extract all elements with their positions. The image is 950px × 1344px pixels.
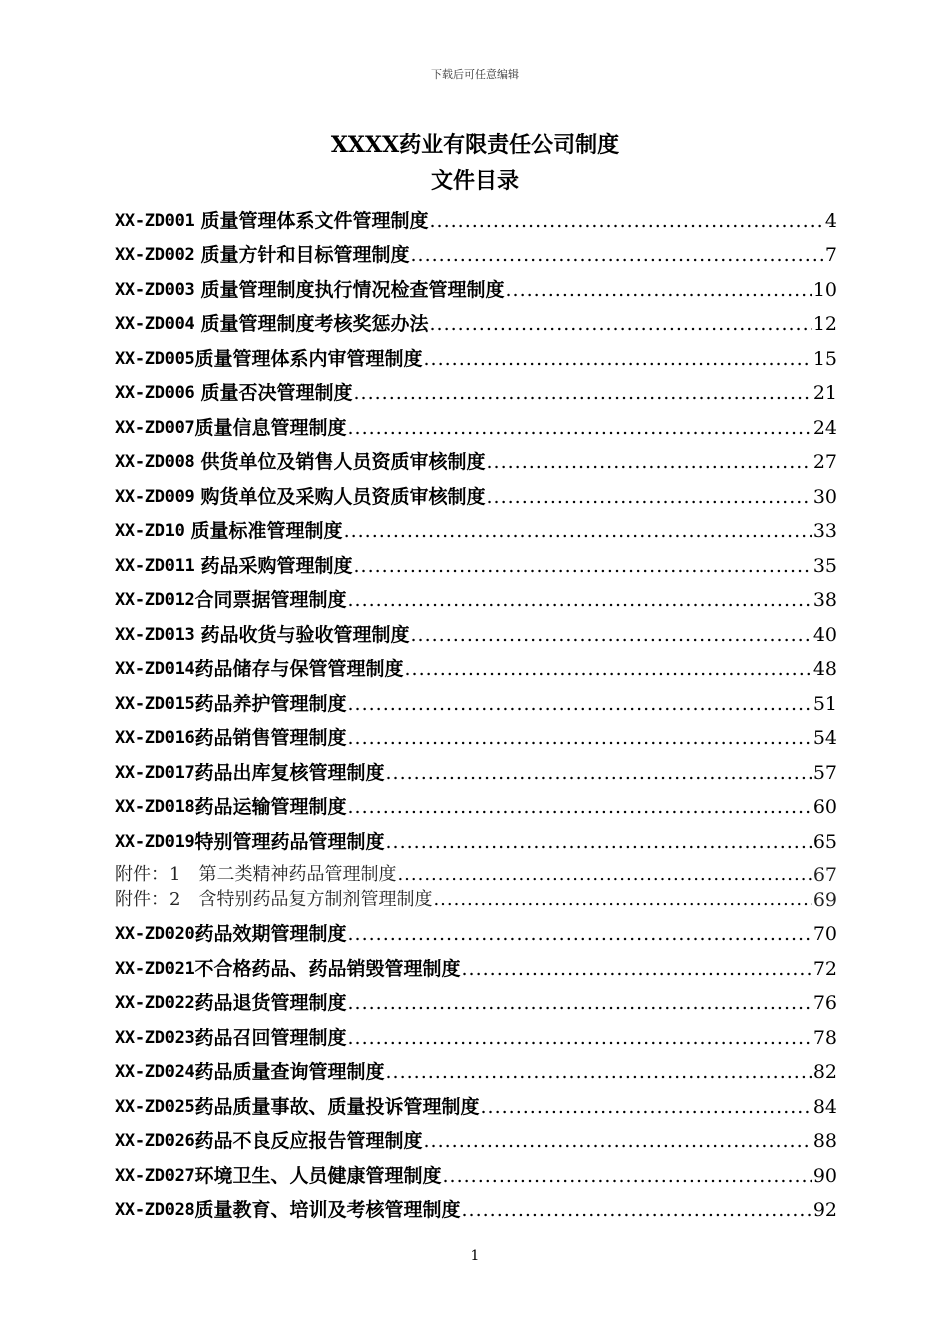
toc-entry-code: XX-ZD009 <box>115 486 195 507</box>
toc-entry[interactable] <box>115 1085 837 1120</box>
toc-entry-code: XX-ZD026 <box>115 1131 195 1151</box>
toc-entry-page: 90 <box>812 1164 837 1187</box>
toc-leader-dots <box>386 1059 812 1085</box>
toc-entry[interactable] <box>115 510 837 545</box>
toc-entry[interactable] <box>115 682 837 717</box>
toc-entry-title: 药品采购管理制度 <box>200 554 353 577</box>
toc-entry-code: XX-ZD005 <box>115 348 195 369</box>
toc-leader-dots <box>411 242 824 268</box>
toc-entry-code: XX-ZD018 <box>115 797 195 817</box>
toc-entry[interactable] <box>115 441 837 476</box>
toc-leader-dots <box>397 862 811 888</box>
toc-leader-dots <box>433 888 811 913</box>
toc-entry-code: XX-ZD011 <box>115 555 195 576</box>
toc-attachment-entry[interactable] <box>115 888 837 913</box>
toc-entry[interactable] <box>115 475 837 510</box>
toc-leader-dots <box>348 587 812 613</box>
toc-entry-title: 药品销售管理制度 <box>194 727 347 749</box>
toc-entry-page: 12 <box>812 313 837 335</box>
toc-entry-code: XX-ZD015 <box>115 693 195 714</box>
toc-entry-title: 质量管理制度执行情况检查管理制度 <box>200 278 505 301</box>
toc-entry-code: XX-ZD002 <box>115 245 195 265</box>
toc-entry[interactable] <box>115 913 837 948</box>
toc-entry[interactable] <box>115 372 837 407</box>
toc-leader-dots <box>424 346 812 372</box>
toc-leader-dots <box>354 380 812 406</box>
toc-entry[interactable] <box>115 1189 837 1224</box>
toc-entry-page: 4 <box>824 209 837 232</box>
toc-entry-code: XX-ZD006 <box>115 383 195 403</box>
table-of-contents <box>115 199 837 1223</box>
toc-entry-page: 65 <box>812 830 837 853</box>
toc-leader-dots <box>386 829 812 855</box>
toc-leader-dots <box>443 1163 812 1189</box>
toc-entry-page: 72 <box>812 957 837 980</box>
toc-leader-dots <box>348 921 812 947</box>
toc-entry-title: 环境卫生、人员健康管理制度 <box>194 1164 442 1187</box>
toc-entry[interactable] <box>115 982 837 1017</box>
toc-attachment-entry[interactable] <box>115 855 837 888</box>
toc-entry-code: XX-ZD004 <box>115 314 195 334</box>
toc-entry-page: 78 <box>812 1026 837 1049</box>
toc-entry[interactable] <box>115 1016 837 1051</box>
toc-entry-code: XX-ZD027 <box>115 1165 195 1186</box>
toc-entry-page: 57 <box>812 761 837 784</box>
toc-entry-title: 药品质量查询管理制度 <box>194 1061 385 1083</box>
toc-entry-page: 24 <box>812 416 837 439</box>
toc-entry-page: 48 <box>812 658 837 680</box>
toc-entry-title: 药品效期管理制度 <box>194 923 347 945</box>
toc-entry-title: 质量管理制度考核奖惩办法 <box>200 313 429 335</box>
toc-entry[interactable] <box>115 234 837 269</box>
toc-entry-title: 质量信息管理制度 <box>194 416 347 439</box>
toc-entry-code: XX-ZD025 <box>115 1096 195 1117</box>
toc-entry[interactable] <box>115 268 837 303</box>
toc-leader-dots <box>506 277 812 303</box>
toc-entry[interactable] <box>115 337 837 372</box>
toc-leader-dots <box>386 760 812 786</box>
toc-entry-code: XX-ZD021 <box>115 958 195 979</box>
toc-entry[interactable] <box>115 717 837 752</box>
toc-entry-code: XX-ZD016 <box>115 728 195 748</box>
toc-leader-dots <box>462 1197 812 1223</box>
toc-leader-dots <box>430 208 824 234</box>
toc-entry-page: 70 <box>812 923 837 945</box>
toc-entry-page: 60 <box>812 796 837 818</box>
toc-entry-code: XX-ZD017 <box>115 762 195 783</box>
toc-entry-page: 67 <box>812 863 837 886</box>
toc-entry-page: 54 <box>812 727 837 749</box>
toc-entry-title: 购货单位及采购人员资质审核制度 <box>200 485 486 508</box>
toc-entry-code: XX-ZD014 <box>115 659 195 679</box>
toc-entry-code: XX-ZD008 <box>115 452 195 472</box>
toc-leader-dots <box>411 622 812 648</box>
toc-entry-title: 药品退货管理制度 <box>194 992 347 1014</box>
toc-entry[interactable] <box>115 406 837 441</box>
toc-leader-dots <box>424 1128 812 1154</box>
toc-entry-title: 合同票据管理制度 <box>194 589 347 611</box>
toc-entry-title: 药品质量事故、质量投诉管理制度 <box>194 1095 480 1118</box>
toc-entry[interactable] <box>115 199 837 234</box>
toc-entry-title: 药品召回管理制度 <box>194 1026 347 1049</box>
toc-entry[interactable] <box>115 1154 837 1189</box>
toc-entry[interactable] <box>115 579 837 614</box>
toc-entry[interactable] <box>115 786 837 821</box>
toc-entry[interactable] <box>115 544 837 579</box>
toc-leader-dots <box>354 553 812 579</box>
toc-entry-page: 35 <box>812 554 837 577</box>
toc-entry-code: XX-ZD003 <box>115 279 195 300</box>
toc-leader-dots <box>344 518 812 544</box>
toc-entry-title: 药品运输管理制度 <box>194 796 347 818</box>
toc-entry[interactable] <box>115 1120 837 1155</box>
toc-entry-code: XX-ZD028 <box>115 1200 195 1220</box>
toc-entry-title: 质量方针和目标管理制度 <box>200 244 410 266</box>
toc-entry-page: 38 <box>812 589 837 611</box>
toc-entry-title: 质量管理体系文件管理制度 <box>200 209 429 232</box>
toc-entry[interactable] <box>115 648 837 683</box>
toc-entry-title: 不合格药品、药品销毁管理制度 <box>194 957 461 980</box>
toc-entry-code: XX-ZD023 <box>115 1027 195 1048</box>
toc-entry-page: 92 <box>812 1199 837 1221</box>
toc-entry-page: 27 <box>812 451 837 473</box>
toc-leader-dots <box>405 656 812 682</box>
toc-entry-code: XX-ZD007 <box>115 417 195 438</box>
toc-leader-dots <box>481 1094 812 1120</box>
toc-entry-page: 76 <box>812 992 837 1014</box>
toc-entry[interactable] <box>115 613 837 648</box>
toc-entry-page: 82 <box>812 1061 837 1083</box>
toc-entry-page: 15 <box>812 347 837 370</box>
toc-entry[interactable] <box>115 303 837 338</box>
toc-leader-dots <box>462 956 812 982</box>
toc-leader-dots <box>430 311 812 337</box>
toc-entry-title: 药品出库复核管理制度 <box>194 761 385 784</box>
toc-entry-title: 特别管理药品管理制度 <box>194 830 385 853</box>
toc-entry-title: 质量管理体系内审管理制度 <box>194 347 423 370</box>
toc-entry-page: 10 <box>812 278 837 301</box>
toc-entry-title: 质量标准管理制度 <box>190 520 343 542</box>
toc-entry[interactable] <box>115 820 837 855</box>
toc-entry-title: 供货单位及销售人员资质审核制度 <box>200 451 486 473</box>
toc-leader-dots <box>348 990 812 1016</box>
toc-entry-title: 质量教育、培训及考核管理制度 <box>194 1199 461 1221</box>
toc-entry-page: 7 <box>824 244 837 266</box>
toc-entry-title: 药品收货与验收管理制度 <box>200 623 410 646</box>
toc-entry[interactable] <box>115 947 837 982</box>
toc-entry-page: 88 <box>812 1130 837 1152</box>
toc-entry-page: 40 <box>812 623 837 646</box>
toc-attachment-label: 附件：1 第二类精神药品管理制度 <box>115 863 397 885</box>
page-number: 1 <box>470 1248 480 1264</box>
toc-entry-title: 药品不良反应报告管理制度 <box>194 1130 423 1152</box>
document-title: XXXX药业有限责任公司制度 <box>330 132 620 158</box>
toc-entry-code: XX-ZD013 <box>115 624 195 645</box>
toc-entry[interactable] <box>115 1051 837 1086</box>
toc-entry-title: 质量否决管理制度 <box>200 382 353 404</box>
toc-leader-dots <box>348 1025 812 1051</box>
toc-entry-code: XX-ZD10 <box>115 521 185 541</box>
toc-entry-code: XX-ZD020 <box>115 924 195 944</box>
toc-entry-page: 30 <box>812 485 837 508</box>
document-subtitle: 文件目录 <box>430 168 519 194</box>
toc-entry-code: XX-ZD012 <box>115 590 195 610</box>
toc-entry-code: XX-ZD001 <box>115 210 195 231</box>
toc-entry-code: XX-ZD019 <box>115 831 195 852</box>
toc-entry-page: 33 <box>812 520 837 542</box>
toc-entry-page: 69 <box>812 888 837 911</box>
toc-entry-page: 51 <box>812 692 837 715</box>
toc-entry-code: XX-ZD024 <box>115 1062 195 1082</box>
toc-leader-dots <box>348 415 812 441</box>
toc-leader-dots <box>348 691 812 717</box>
toc-entry-title: 药品养护管理制度 <box>194 692 347 715</box>
toc-entry[interactable] <box>115 751 837 786</box>
toc-entry-page: 84 <box>812 1095 837 1118</box>
toc-entry-title: 药品储存与保管管理制度 <box>194 658 404 680</box>
toc-entry-code: XX-ZD022 <box>115 993 195 1013</box>
page-header-note: 下载后可任意编辑 <box>431 68 519 81</box>
toc-leader-dots <box>487 484 812 510</box>
toc-attachment-label: 附件：2 含特别药品复方制剂管理制度 <box>115 888 433 910</box>
toc-leader-dots <box>348 725 812 751</box>
toc-leader-dots <box>487 449 812 475</box>
toc-entry-page: 21 <box>812 382 837 404</box>
toc-leader-dots <box>348 794 812 820</box>
